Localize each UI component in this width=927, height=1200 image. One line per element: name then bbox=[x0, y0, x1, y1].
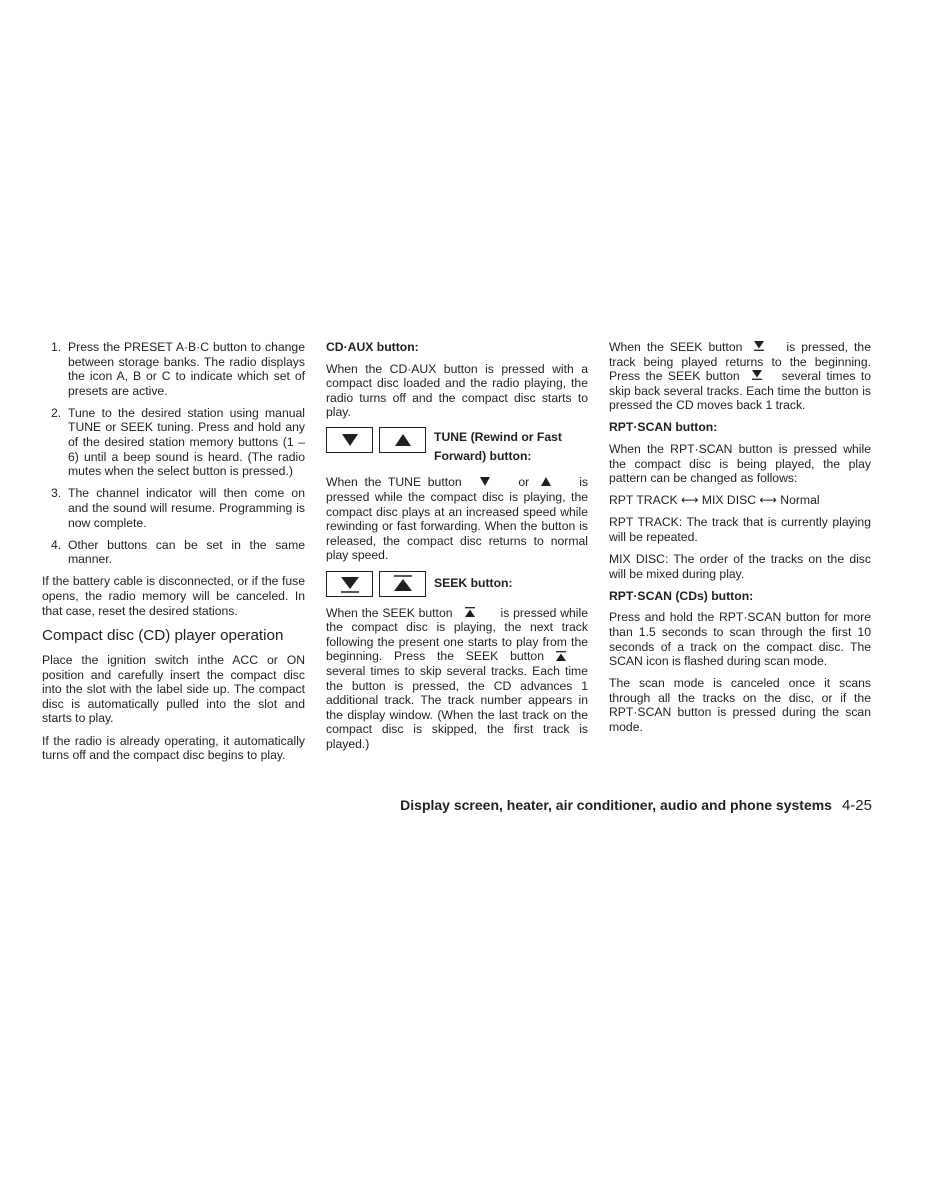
seek-button-row bbox=[326, 571, 588, 597]
down-triangle-icon bbox=[480, 477, 490, 486]
tune-text-or: or bbox=[518, 475, 530, 490]
seek-paragraph bbox=[326, 606, 588, 752]
footer-section-title: Display screen, heater, air conditioner, audio and phone systems bbox=[400, 797, 832, 813]
seek-up-icon bbox=[465, 607, 475, 617]
seekback-text-start: When the SEEK button bbox=[609, 340, 743, 354]
tune-label-line1: TUNE (Rewind or Fast bbox=[434, 430, 562, 445]
tune-button-label bbox=[434, 428, 562, 466]
scan-cancel-paragraph: The scan mode is canceled once it scans through all the tracks on the disc, or if the RPT·SCAN button is pressed during the scan mode. bbox=[609, 676, 871, 735]
page-footer bbox=[400, 797, 872, 814]
step-text: Other buttons can be set in the same manner. bbox=[68, 537, 305, 567]
rptscan-cds-paragraph: Press and hold the RPT·SCAN button for more than 1.5 seconds to scan through the first 10 seconds of a track on the compact disc. The SCAN icon is flashed during scan mode. bbox=[609, 610, 871, 669]
seek-down-icon bbox=[752, 370, 762, 380]
seek-back-paragraph bbox=[609, 340, 871, 413]
seek-down-button-icon bbox=[326, 571, 373, 597]
play-pattern-cycle: RPT TRACK ⟷ MIX DISC ⟷ Normal bbox=[609, 493, 820, 508]
tune-up-button-icon bbox=[379, 427, 426, 453]
left-column bbox=[42, 340, 305, 770]
step-text: Tune to the desired station using manual TUNE or SEEK tuning. Press and hold any of the desired station memory buttons (1 – 6) until a beep sound is heard. (The radio mutes when the select button is pressed.) bbox=[68, 405, 305, 479]
list-item bbox=[42, 340, 305, 398]
preset-steps-list bbox=[42, 340, 305, 567]
list-item bbox=[42, 486, 305, 530]
rptscan-paragraph: When the RPT·SCAN button is pressed while the compact disc is being played, the play pattern can be changed as follows: bbox=[609, 442, 871, 486]
rptscan-cds-heading: RPT·SCAN (CDs) button: bbox=[609, 588, 754, 603]
seekback-text-end: several times to skip back several tracks. Each time the button is pressed the CD moves back 1 track. bbox=[609, 369, 871, 413]
page-number: 4-25 bbox=[841, 797, 872, 814]
seek-up-icon bbox=[556, 651, 566, 661]
tune-button-row bbox=[326, 427, 588, 466]
step-number: 4. bbox=[51, 537, 62, 552]
tune-down-button-icon bbox=[326, 427, 373, 453]
rpt-track-paragraph: RPT TRACK: The track that is currently playing will be repeated. bbox=[609, 515, 871, 545]
step-number: 3. bbox=[51, 486, 62, 501]
cdaux-paragraph: When the CD·AUX button is pressed with a compact disc loaded and the radio playing, the radio turns off and the compact disc starts to play. bbox=[326, 361, 588, 420]
tune-text-is: is bbox=[579, 475, 589, 490]
tune-text-rest: pressed while the compact disc is playing, the compact disc plays at an increased speed while rewinding or fast forwarding. When the button is released, the compact disc returns to normal play speed. bbox=[326, 490, 588, 563]
seek-text-middle: is pressed while the compact disc is playing, the next track following the present one starts to play from the beginning. Press the SEEK button bbox=[326, 605, 588, 664]
seek-down-icon bbox=[754, 341, 764, 351]
insert-disc-paragraph: Place the ignition switch inthe ACC or ON position and carefully insert the compact disc into the slot with the label side up. The compact disc is automatically pulled into the slot and starts to play. bbox=[42, 653, 305, 726]
rptscan-heading: RPT·SCAN button: bbox=[609, 420, 718, 435]
list-item bbox=[42, 538, 305, 567]
mix-disc-paragraph: MIX DISC: The order of the tracks on the disc will be mixed during play. bbox=[609, 552, 871, 581]
step-text: Press the PRESET A·B·C button to change between storage banks. The radio displays the icon A, B or C to indicate which set of presets are active. bbox=[68, 340, 305, 398]
tune-text-start: When the TUNE button bbox=[326, 475, 462, 490]
up-triangle-icon bbox=[541, 477, 551, 486]
section-heading: Compact disc (CD) player operation bbox=[42, 627, 284, 645]
seekback-text-middle: is pressed, the track being played returns to the beginning. Press the SEEK button bbox=[609, 340, 871, 384]
cdaux-heading: CD·AUX button: bbox=[326, 340, 419, 354]
step-text: The channel indicator will then come on and the sound will resume. Programming is now complete. bbox=[68, 486, 305, 530]
middle-column bbox=[326, 340, 588, 759]
list-item bbox=[42, 406, 305, 479]
step-number: 1. bbox=[51, 340, 62, 354]
step-number: 2. bbox=[51, 405, 62, 420]
seek-button-label: SEEK button: bbox=[434, 575, 513, 590]
right-column bbox=[609, 340, 871, 742]
seek-up-button-icon bbox=[379, 571, 426, 597]
battery-note: If the battery cable is disconnected, or if the fuse opens, the radio memory will be canceled. In that case, reset the desired stations. bbox=[42, 574, 305, 618]
tune-paragraph bbox=[326, 475, 588, 563]
seek-text-start: When the SEEK button bbox=[326, 605, 453, 620]
tune-label-line2: Forward) button: bbox=[434, 449, 532, 464]
seek-text-end: several times to skip several tracks. Each time the button is pressed, the CD advances 1 additional track. The track number appears in the display window. (When the last track on the compact disc is skipped, the first track is played.) bbox=[326, 663, 588, 751]
radio-operating-paragraph: If the radio is already operating, it automatically turns off and the compact disc begins to play. bbox=[42, 733, 305, 763]
